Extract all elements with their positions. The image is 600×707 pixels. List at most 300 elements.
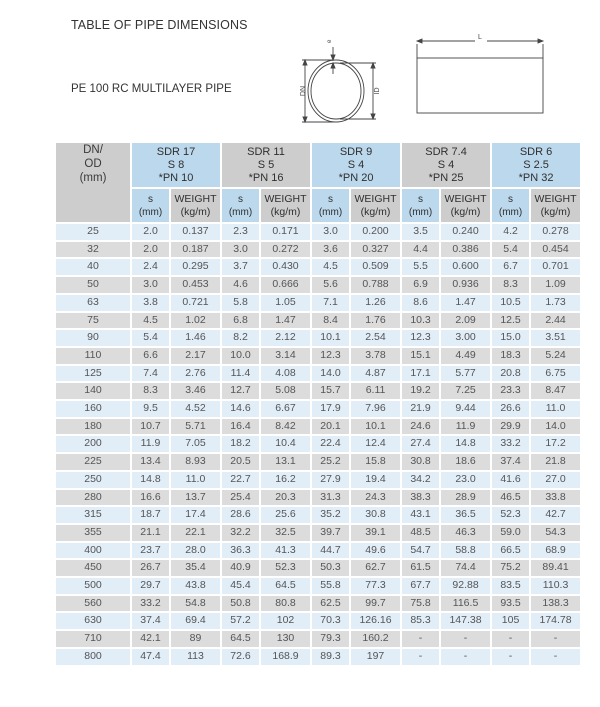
weight-cell: 22.1 [171,525,220,541]
thickness-cell: 36.3 [222,543,259,559]
wall-thickness-label: e [327,39,333,43]
header-line: s [508,193,514,205]
thickness-cell: 29.9 [492,419,529,435]
dn-cell: 250 [56,472,130,488]
dn-cell: 560 [56,596,130,612]
weight-cell: - [441,649,490,665]
weight-cell: 35.4 [171,560,220,576]
weight-cell: 69.4 [171,613,220,629]
thickness-cell: 35.2 [312,507,349,523]
weight-cell: 0.386 [441,242,490,258]
thickness-cell: 75.8 [402,596,439,612]
weight-cell: 13.7 [171,490,220,506]
weight-cell: 28.0 [171,543,220,559]
table-row [56,525,580,541]
dn-cell: 50 [56,277,130,293]
thickness-cell: 5.5 [402,259,439,275]
dn-cell: 500 [56,578,130,594]
thickness-cell: 41.6 [492,472,529,488]
weight-cell: 4.52 [171,401,220,417]
group-s-label: S 8 [167,158,185,171]
weight-cell: 28.9 [441,490,490,506]
dn-cell: 160 [56,401,130,417]
page-title: TABLE OF PIPE DIMENSIONS [71,18,248,32]
table-row [56,366,580,382]
dn-cell: 63 [56,295,130,311]
weight-cell: 24.3 [351,490,400,506]
thickness-cell: 15.0 [492,330,529,346]
thickness-cell: 6.6 [132,348,169,364]
thickness-cell: 4.5 [132,313,169,329]
thickness-cell: 4.6 [222,277,259,293]
thickness-cell: 44.7 [312,543,349,559]
weight-cell: 147.38 [441,613,490,629]
thickness-cell: 8.3 [492,277,529,293]
pipe-side-view [417,39,543,113]
pipe-cross-section [302,47,376,122]
thickness-cell: 14.8 [132,472,169,488]
weight-cell: 42.7 [531,507,580,523]
weight-cell: 0.278 [531,224,580,240]
table-row [56,259,580,275]
weight-cell: 89.41 [531,560,580,576]
group-pn-label: *PN 10 [158,171,194,184]
thickness-cell: 10.5 [492,295,529,311]
weight-cell: 2.76 [171,366,220,382]
weight-cell: 21.8 [531,454,580,470]
thickness-cell: 8.6 [402,295,439,311]
weight-cell: 0.701 [531,259,580,275]
outer-diameter-label: DN [300,85,307,97]
thickness-cell: 3.0 [222,242,259,258]
weight-cell: 1.76 [351,313,400,329]
dn-cell: 200 [56,436,130,452]
weight-cell: 2.54 [351,330,400,346]
weight-cell: 0.240 [441,224,490,240]
weight-cell: 110.3 [531,578,580,594]
page-subtitle: PE 100 RC MULTILAYER PIPE [71,83,232,95]
thickness-cell: 16.4 [222,419,259,435]
thickness-cell: 33.2 [132,596,169,612]
weight-cell: 10.4 [261,436,310,452]
dn-cell: 40 [56,259,130,275]
thickness-cell: 2.0 [132,224,169,240]
dn-cell: 400 [56,543,130,559]
thickness-cell: 2.3 [222,224,259,240]
thickness-cell: 37.4 [492,454,529,470]
weight-cell: 1.47 [441,295,490,311]
thickness-cell: 40.9 [222,560,259,576]
weight-cell: 52.3 [261,560,310,576]
sdr-group-header [222,143,310,187]
sdr-group-header [402,143,490,187]
weight-cell: - [531,631,580,647]
weight-cell: 0.137 [171,224,220,240]
header-line: (kg/m) [360,205,391,218]
weight-cell: 49.6 [351,543,400,559]
thickness-cell: 8.3 [132,383,169,399]
dn-cell: 315 [56,507,130,523]
thickness-cell: 85.3 [402,613,439,629]
wall-thickness-header [402,189,439,222]
header-line: WEIGHT [264,192,307,205]
weight-cell: 7.25 [441,383,490,399]
weight-cell: 9.44 [441,401,490,417]
group-header-row [56,143,580,187]
header-line: (mm) [498,206,523,218]
thickness-cell: 18.2 [222,436,259,452]
thickness-cell: 105 [492,613,529,629]
thickness-cell: 17.1 [402,366,439,382]
thickness-cell: 66.5 [492,543,529,559]
table-row [56,472,580,488]
weight-cell: 0.171 [261,224,310,240]
table-row [56,507,580,523]
thickness-cell: 93.5 [492,596,529,612]
weight-cell: 64.5 [261,578,310,594]
thickness-cell: 42.1 [132,631,169,647]
thickness-cell: 57.2 [222,613,259,629]
unit-header-line: (mm) [79,172,107,184]
thickness-cell: 21.9 [402,401,439,417]
weight-cell: 77.3 [351,578,400,594]
dn-cell: 180 [56,419,130,435]
thickness-cell: 29.7 [132,578,169,594]
wall-thickness-header [492,189,529,222]
dn-cell: 280 [56,490,130,506]
sub-header-row [56,189,580,222]
thickness-cell: 25.4 [222,490,259,506]
weight-header [261,189,310,222]
thickness-cell: 26.7 [132,560,169,576]
thickness-cell: 3.0 [132,277,169,293]
dn-header-line: DN/ [83,144,103,156]
group-sdr-label: SDR 7.4 [425,145,467,158]
pipe-dimensions-table [54,141,582,667]
weight-cell: 6.75 [531,366,580,382]
table-row [56,295,580,311]
thickness-cell: 18.7 [132,507,169,523]
thickness-cell: 16.6 [132,490,169,506]
weight-cell: 62.7 [351,560,400,576]
weight-cell: 3.00 [441,330,490,346]
weight-cell: 33.8 [531,490,580,506]
wall-thickness-header [132,189,169,222]
thickness-cell: 72.6 [222,649,259,665]
weight-cell: 8.47 [531,383,580,399]
weight-cell: 25.6 [261,507,310,523]
table-row [56,578,580,594]
thickness-cell: 3.0 [312,224,349,240]
weight-cell: 4.08 [261,366,310,382]
weight-cell: 138.3 [531,596,580,612]
dn-cell: 90 [56,330,130,346]
thickness-cell: 4.4 [402,242,439,258]
thickness-cell: 45.4 [222,578,259,594]
header-line: (mm) [138,206,163,218]
group-s-label: S 4 [437,158,455,171]
thickness-cell: 12.5 [492,313,529,329]
thickness-cell: 11.4 [222,366,259,382]
thickness-cell: 52.3 [492,507,529,523]
thickness-cell: 59.0 [492,525,529,541]
group-s-label: S 2.5 [523,158,549,171]
weight-cell: 197 [351,649,400,665]
thickness-cell: 83.5 [492,578,529,594]
thickness-cell: 30.8 [402,454,439,470]
weight-cell: 11.0 [171,472,220,488]
group-sdr-label: SDR 11 [247,145,285,158]
weight-cell: 18.6 [441,454,490,470]
weight-cell: 126.16 [351,613,400,629]
dn-cell: 800 [56,649,130,665]
thickness-cell: 3.6 [312,242,349,258]
header-line: WEIGHT [444,192,487,205]
table-row [56,613,580,629]
length-label: L [478,34,482,41]
thickness-cell: 5.6 [312,277,349,293]
weight-cell: 116.5 [441,596,490,612]
header-line: (kg/m) [270,205,301,218]
dn-cell: 75 [56,313,130,329]
thickness-cell: 5.8 [222,295,259,311]
dn-cell: 630 [56,613,130,629]
weight-cell: 68.9 [531,543,580,559]
weight-cell: 36.5 [441,507,490,523]
sdr-group-header [312,143,400,187]
pipe-diagram [0,0,600,140]
weight-cell: 0.509 [351,259,400,275]
weight-cell: 20.3 [261,490,310,506]
table-row [56,277,580,293]
weight-cell: - [531,649,580,665]
weight-cell: 3.78 [351,348,400,364]
thickness-cell: 34.2 [402,472,439,488]
thickness-cell: 25.2 [312,454,349,470]
thickness-cell: 3.5 [402,224,439,240]
weight-cell: 0.327 [351,242,400,258]
thickness-cell: 37.4 [132,613,169,629]
weight-cell: 58.8 [441,543,490,559]
table-row [56,454,580,470]
dn-cell: 140 [56,383,130,399]
thickness-cell: - [402,631,439,647]
thickness-cell: 12.7 [222,383,259,399]
thickness-cell: 64.5 [222,631,259,647]
group-pn-label: *PN 16 [248,171,284,184]
weight-cell: 1.02 [171,313,220,329]
weight-cell: 174.78 [531,613,580,629]
weight-cell: 11.9 [441,419,490,435]
thickness-cell: 24.6 [402,419,439,435]
weight-cell: 160.2 [351,631,400,647]
header-line: (kg/m) [540,205,571,218]
dn-cell: 25 [56,224,130,240]
wall-thickness-header [222,189,259,222]
weight-header [531,189,580,222]
thickness-cell: 5.4 [132,330,169,346]
header-line: (mm) [318,206,343,218]
table-row [56,330,580,346]
thickness-cell: 75.2 [492,560,529,576]
weight-cell: 74.4 [441,560,490,576]
header-line: WEIGHT [534,192,577,205]
table-row [56,242,580,258]
thickness-cell: 8.2 [222,330,259,346]
weight-cell: 102 [261,613,310,629]
group-pn-label: *PN 20 [338,171,374,184]
thickness-cell: 6.9 [402,277,439,293]
weight-header [441,189,490,222]
group-pn-label: *PN 25 [428,171,464,184]
thickness-cell: 38.3 [402,490,439,506]
weight-cell: 89 [171,631,220,647]
inner-diameter-label: ID [374,87,381,95]
thickness-cell: 23.3 [492,383,529,399]
thickness-cell: 5.4 [492,242,529,258]
weight-cell: 46.3 [441,525,490,541]
weight-cell: 17.4 [171,507,220,523]
weight-cell: 13.1 [261,454,310,470]
weight-cell: 1.73 [531,295,580,311]
group-sdr-label: SDR 9 [339,145,373,158]
sdr-group-header [492,143,580,187]
weight-cell: 6.11 [351,383,400,399]
weight-cell: 2.44 [531,313,580,329]
weight-cell: 1.09 [531,277,580,293]
thickness-cell: 31.3 [312,490,349,506]
thickness-cell: 67.7 [402,578,439,594]
weight-cell: 99.7 [351,596,400,612]
weight-cell: 0.295 [171,259,220,275]
table-row [56,596,580,612]
weight-cell: 8.93 [171,454,220,470]
weight-cell: 5.77 [441,366,490,382]
weight-cell: 0.788 [351,277,400,293]
weight-cell: 7.05 [171,436,220,452]
weight-cell: 2.12 [261,330,310,346]
weight-cell: 0.272 [261,242,310,258]
weight-cell: 5.08 [261,383,310,399]
table-body [56,224,580,665]
dn-cell: 450 [56,560,130,576]
thickness-cell: 33.2 [492,436,529,452]
thickness-cell: 47.4 [132,649,169,665]
weight-cell: 168.9 [261,649,310,665]
weight-cell: 3.14 [261,348,310,364]
thickness-cell: 50.8 [222,596,259,612]
thickness-cell: - [492,631,529,647]
weight-cell: 5.71 [171,419,220,435]
weight-cell: 5.24 [531,348,580,364]
dn-cell: 110 [56,348,130,364]
header-line: (mm) [228,206,253,218]
thickness-cell: 55.8 [312,578,349,594]
thickness-cell: 50.3 [312,560,349,576]
thickness-cell: 3.8 [132,295,169,311]
dn-cell: 710 [56,631,130,647]
thickness-cell: 10.0 [222,348,259,364]
weight-cell: 12.4 [351,436,400,452]
weight-cell: 17.2 [531,436,580,452]
thickness-cell: 14.6 [222,401,259,417]
weight-cell: 0.200 [351,224,400,240]
weight-cell: 0.187 [171,242,220,258]
thickness-cell: 23.7 [132,543,169,559]
dn-cell: 225 [56,454,130,470]
table-row [56,401,580,417]
thickness-cell: 46.5 [492,490,529,506]
weight-cell: 2.09 [441,313,490,329]
weight-cell: 0.430 [261,259,310,275]
group-s-label: S 5 [257,158,275,171]
thickness-cell: 22.4 [312,436,349,452]
table-row [56,436,580,452]
thickness-cell: 7.1 [312,295,349,311]
sdr-group-header [132,143,220,187]
table-row [56,560,580,576]
weight-cell: - [441,631,490,647]
header-line: (kg/m) [180,205,211,218]
thickness-cell: 9.5 [132,401,169,417]
weight-cell: 3.51 [531,330,580,346]
dn-od-header [56,143,130,222]
weight-cell: 30.8 [351,507,400,523]
weight-cell: 54.8 [171,596,220,612]
weight-cell: 130 [261,631,310,647]
weight-cell: 10.1 [351,419,400,435]
thickness-cell: 7.4 [132,366,169,382]
weight-cell: 11.0 [531,401,580,417]
header-line: WEIGHT [174,192,217,205]
thickness-cell: 15.7 [312,383,349,399]
weight-cell: 14.0 [531,419,580,435]
dn-cell: 32 [56,242,130,258]
thickness-cell: 6.7 [492,259,529,275]
thickness-cell: 8.4 [312,313,349,329]
group-sdr-label: SDR 17 [156,145,196,158]
weight-cell: 2.17 [171,348,220,364]
thickness-cell: 6.8 [222,313,259,329]
thickness-cell: 12.3 [402,330,439,346]
weight-cell: 16.2 [261,472,310,488]
weight-cell: 0.721 [171,295,220,311]
thickness-cell: 13.4 [132,454,169,470]
weight-cell: 0.454 [531,242,580,258]
table-row [56,419,580,435]
weight-cell: 4.49 [441,348,490,364]
thickness-cell: 4.2 [492,224,529,240]
table-row [56,224,580,240]
group-sdr-label: SDR 6 [519,145,553,158]
weight-cell: 8.42 [261,419,310,435]
dn-cell: 355 [56,525,130,541]
weight-cell: 1.26 [351,295,400,311]
thickness-cell: 10.3 [402,313,439,329]
thickness-cell: 32.2 [222,525,259,541]
thickness-cell: 54.7 [402,543,439,559]
thickness-cell: 27.4 [402,436,439,452]
weight-cell: 27.0 [531,472,580,488]
header-line: (mm) [408,206,433,218]
table-row [56,649,580,665]
thickness-cell: 2.4 [132,259,169,275]
od-header-line: OD [84,158,102,170]
group-s-label: S 4 [347,158,365,171]
weight-cell: 4.87 [351,366,400,382]
thickness-cell: 48.5 [402,525,439,541]
header-line: WEIGHT [354,192,397,205]
